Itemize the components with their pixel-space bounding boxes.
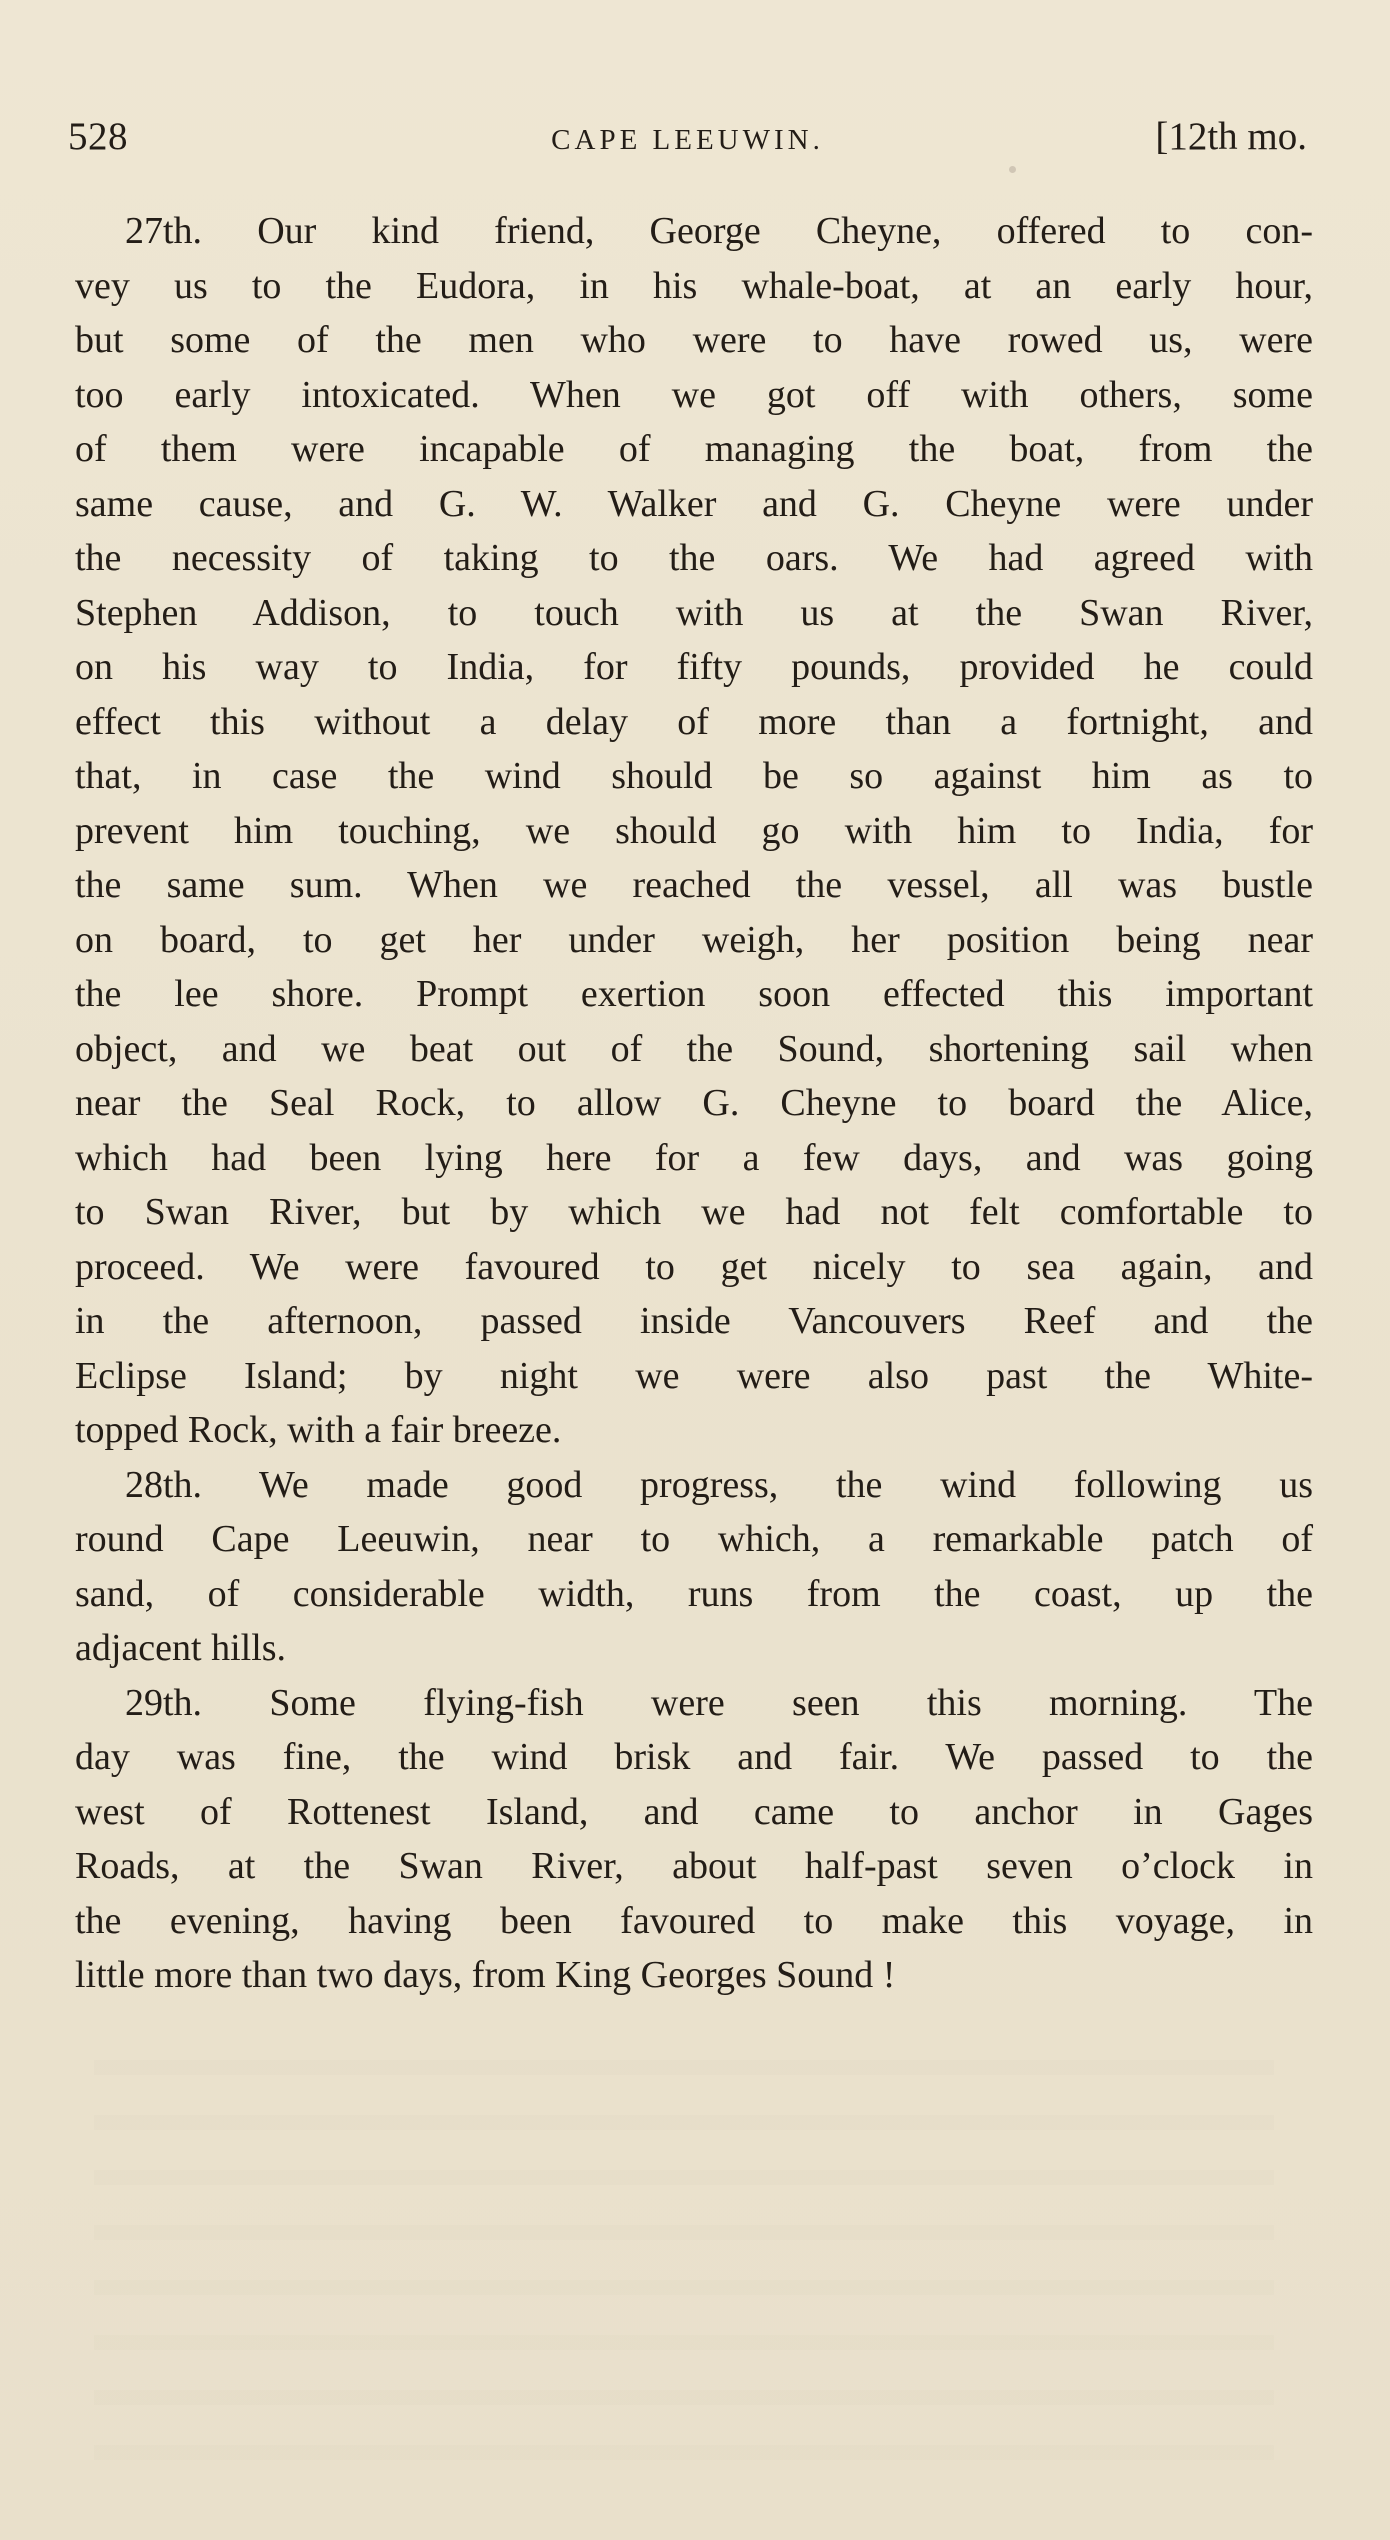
text-line: object, and we beat out of the Sound, shortening sail when	[75, 1027, 1313, 1070]
text-line: which had been lying here for a few days, and was going	[75, 1136, 1313, 1179]
text-line: 29th. Some flying-fish were seen this morning. The	[125, 1681, 1313, 1724]
text-line: same cause, and G. W. Walker and G. Cheyne were under	[75, 482, 1313, 525]
text-line: in the afternoon, passed inside Vancouvers Reef and the	[75, 1300, 1313, 1342]
text-line: day was fine, the wind brisk and fair. We passed to the	[75, 1736, 1313, 1778]
paper-speck	[1009, 166, 1016, 173]
text-line: sand, of considerable width, runs from the coast, up the	[75, 1572, 1313, 1615]
text-line: near the Seal Rock, to allow G. Cheyne to board the Alice,	[75, 1082, 1313, 1124]
text-line: the evening, having been favoured to make this voyage, in	[75, 1899, 1313, 1942]
month-marker: [12th mo.	[1155, 115, 1307, 158]
text-line: of them were incapable of managing the boat, from the	[75, 428, 1313, 470]
text-line: effect this without a delay of more than a fortnight, and	[75, 700, 1313, 743]
body-text	[75, 204, 1313, 2003]
bleed-through-shadow	[94, 2030, 1274, 2460]
text-line: on his way to India, for fifty pounds, provided he could	[75, 646, 1313, 688]
text-line: the necessity of taking to the oars. We had agreed with	[75, 537, 1313, 579]
text-line: that, in case the wind should be so against him as to	[75, 755, 1313, 797]
text-line: round Cape Leeuwin, near to which, a remarkable patch of	[75, 1518, 1313, 1560]
text-line: the same sum. When we reached the vessel, all was bustle	[75, 864, 1313, 906]
text-line: little more than two days, from King Georges Sound !	[75, 1954, 896, 1996]
chapter-title: CAPE LEEUWIN.	[551, 124, 824, 156]
text-line: Eclipse Island; by night we were also past the White-	[75, 1354, 1313, 1397]
text-line: prevent him touching, we should go with him to India, for	[75, 809, 1313, 852]
text-line: but some of the men who were to have rowed us, were	[75, 319, 1313, 361]
text-line: west of Rottenest Island, and came to anchor in Gages	[75, 1790, 1313, 1833]
text-line: too early intoxicated. When we got off with others, some	[75, 373, 1313, 416]
text-line: 28th. We made good progress, the wind following us	[125, 1463, 1313, 1506]
text-line: adjacent hills.	[75, 1627, 287, 1669]
text-line: the lee shore. Prompt exertion soon effected this important	[75, 973, 1313, 1015]
text-line: proceed. We were favoured to get nicely to sea again, and	[75, 1245, 1313, 1288]
page-number: 528	[68, 115, 128, 158]
running-head	[68, 114, 1307, 172]
text-line: Roads, at the Swan River, about half-past seven o’clock in	[75, 1845, 1313, 1887]
text-line: to Swan River, but by which we had not felt comfortable to	[75, 1191, 1313, 1233]
text-line: Stephen Addison, to touch with us at the Swan River,	[75, 591, 1313, 634]
text-line: on board, to get her under weigh, her position being near	[75, 918, 1313, 961]
text-line: vey us to the Eudora, in his whale-boat, at an early hour,	[75, 264, 1313, 307]
text-line: 27th. Our kind friend, George Cheyne, offered to con-	[125, 210, 1313, 252]
text-line: topped Rock, with a fair breeze.	[75, 1409, 562, 1451]
